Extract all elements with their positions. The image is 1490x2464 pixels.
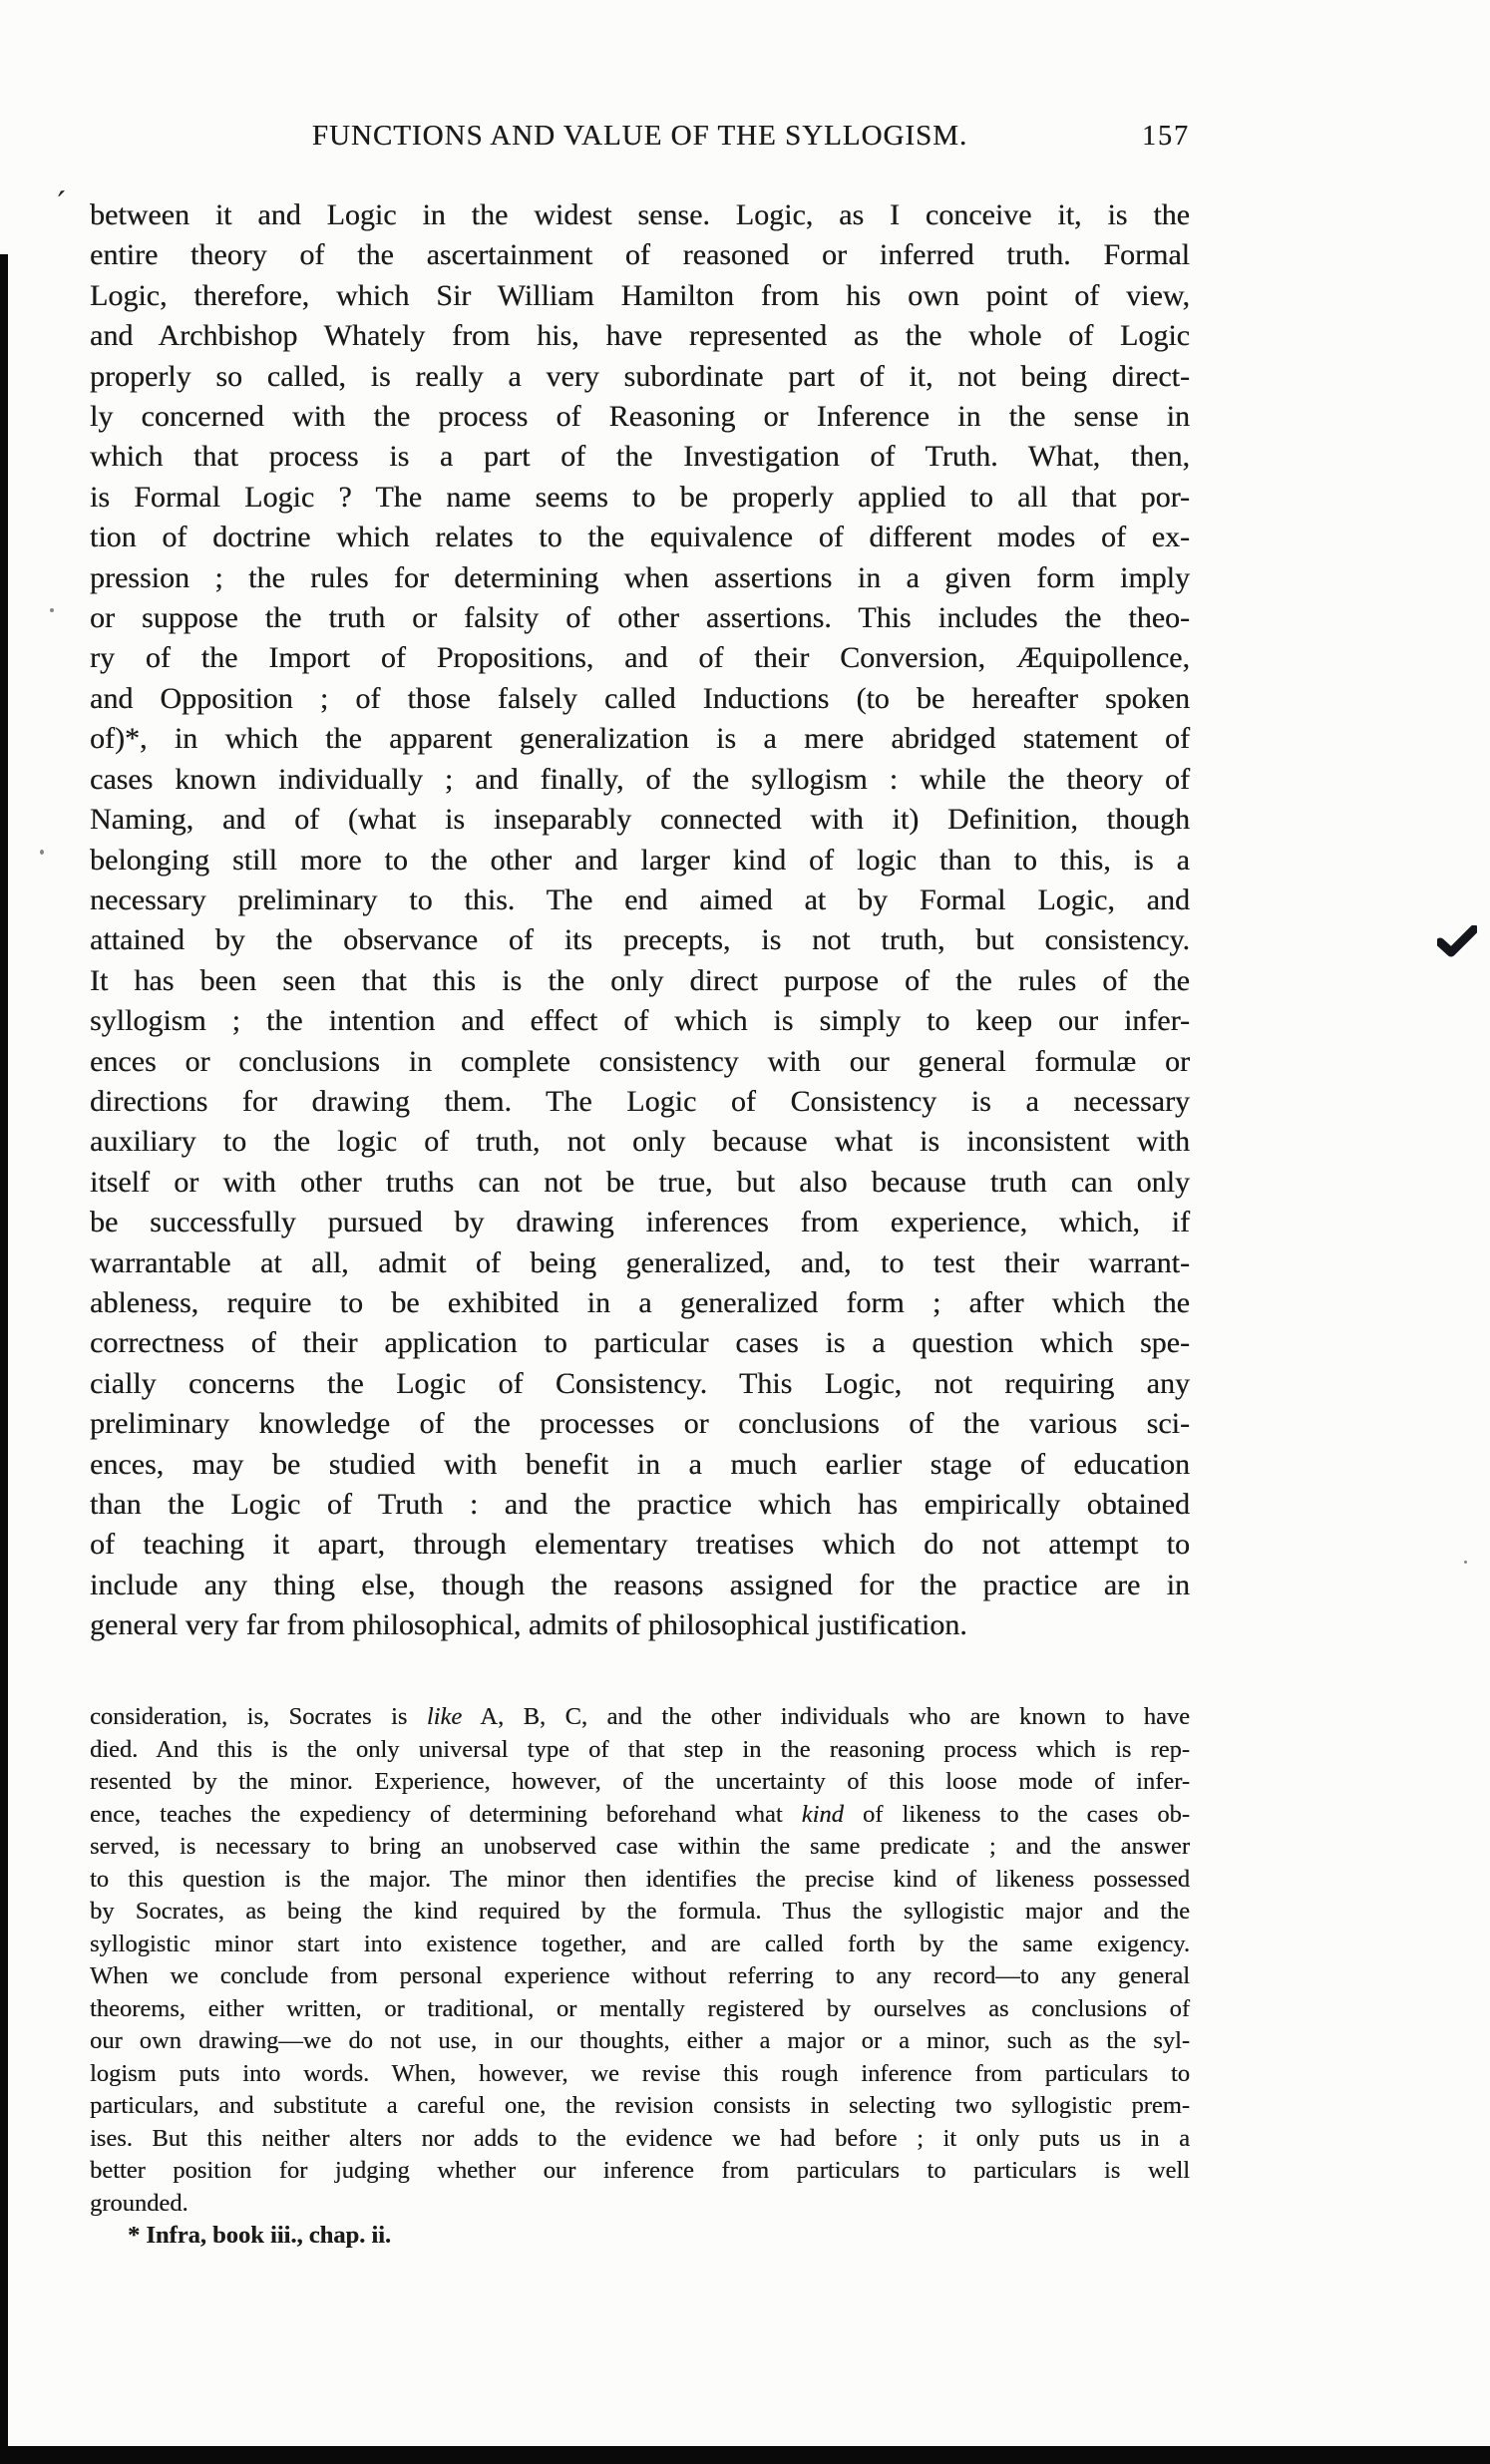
- text-line: warrantable at all, admit of being generalized, and, to test their warrant-: [90, 1245, 1190, 1279]
- text-line: and Archbishop Whately from his, have represented as the whole of Logic: [90, 319, 1190, 353]
- text-line: better position for judging whether our inference from particulars to particulars is well: [90, 2157, 1190, 2184]
- text-line: ences or conclusions in complete consistency with our general formulæ or: [90, 1044, 1190, 1078]
- text-line: syllogism ; the intention and effect of which is simply to keep our infer-: [90, 1004, 1190, 1038]
- text-line: ises. But this neither alters nor adds to the evidence we had before ; it only puts us in a: [90, 2124, 1190, 2152]
- text-line: ences, may be studied with benefit in a much earlier stage of education: [90, 1447, 1190, 1481]
- text-line: properly so called, is really a very subordinate part of it, not being direct-: [90, 359, 1190, 393]
- text-line: and Opposition ; of those falsely called Inductions (to be hereafter spoken: [90, 681, 1190, 715]
- text-line: syllogistic minor start into existence together, and are called forth by the same exigency.: [90, 1930, 1190, 1957]
- margin-checkmark-icon: [1437, 925, 1477, 957]
- pen-tick-mark: ´: [54, 184, 71, 223]
- text-line: by Socrates, as being the kind required by the formula. Thus the syllogistic major and the: [90, 1898, 1190, 1925]
- scan-speck: [40, 850, 44, 855]
- page-number: 157: [1142, 121, 1190, 152]
- text-line: include any thing else, though the reasons assigned for the practice are in: [90, 1568, 1190, 1601]
- footnote-block: [90, 1701, 1190, 2220]
- text-line: auxiliary to the logic of truth, not only because what is inconsistent with: [90, 1125, 1190, 1159]
- text-line: than the Logic of Truth : and the practice which has empirically obtained: [90, 1488, 1190, 1521]
- text-line: served, is necessary to bring an unobserved case within the same predicate ; and the answer: [90, 1833, 1190, 1860]
- text-line: ry of the Import of Propositions, and of their Conversion, Æquipollence,: [90, 641, 1190, 675]
- text-line: to this question is the major. The minor then identifies the precise kind of likeness possessed: [90, 1865, 1190, 1893]
- footnote-citation: * Infra, book iii., chap. ii.: [128, 2222, 392, 2249]
- text-line: ly concerned with the process of Reasoning or Inference in the sense in: [90, 400, 1190, 434]
- text-line: our own drawing—we do not use, in our thoughts, either a major or a minor, such as the syl-: [90, 2027, 1190, 2054]
- main-text-block: [90, 195, 1190, 1646]
- text-line: between it and Logic in the widest sense. Logic, as I conceive it, is the: [90, 198, 1190, 231]
- text-line: died. And this is the only universal type of that step in the reasoning process which is rep-: [90, 1735, 1190, 1763]
- page-header: [90, 120, 1190, 156]
- text-line: resented by the minor. Experience, however, of the uncertainty of this loose mode of infer-: [90, 1768, 1190, 1795]
- text-line: entire theory of the ascertainment of reasoned or inferred truth. Formal: [90, 238, 1190, 272]
- text-line: preliminary knowledge of the processes or conclusions of the various sci-: [90, 1407, 1190, 1441]
- text-line: theorems, either written, or traditional, or mentally registered by ourselves as conclusions of: [90, 1994, 1190, 2022]
- text-line: grounded.: [90, 2189, 188, 2217]
- text-line: Naming, and of (what is inseparably connected with it) Definition, though: [90, 803, 1190, 837]
- text-line: be successfully pursued by drawing inferences from experience, which, if: [90, 1206, 1190, 1239]
- text-line: or suppose the truth or falsity of other assertions. This includes the theo-: [90, 601, 1190, 635]
- text-line: directions for drawing them. The Logic of Consistency is a necessary: [90, 1084, 1190, 1118]
- text-line: tion of doctrine which relates to the equivalence of different modes of ex-: [90, 521, 1190, 554]
- text-line: ableness, require to be exhibited in a generalized form ; after which the: [90, 1285, 1190, 1319]
- text-line: of)*, in which the apparent generalization is a mere abridged statement of: [90, 722, 1190, 756]
- text-line: logism puts into words. When, however, we revise this rough inference from particulars to: [90, 2059, 1190, 2087]
- text-line: cially concerns the Logic of Consistency. This Logic, not requiring any: [90, 1366, 1190, 1400]
- text-line: ence, teaches the expediency of determining beforehand what kind of likeness to the cases ob-: [90, 1800, 1190, 1828]
- text-line: general very far from philosophical, admits of philosophical justification.: [90, 1608, 967, 1642]
- text-line: necessary preliminary to this. The end aimed at by Formal Logic, and: [90, 882, 1190, 916]
- text-line: Logic, therefore, which Sir William Hamilton from his own point of view,: [90, 278, 1190, 312]
- scan-speck: [50, 608, 54, 612]
- text-line: consideration, is, Socrates is like A, B, C, and the other individuals who are known to have: [90, 1703, 1191, 1730]
- text-line: which that process is a part of the Investigation of Truth. What, then,: [90, 440, 1190, 474]
- text-line: attained by the observance of its precepts, is not truth, but consistency.: [90, 923, 1190, 957]
- text-line: When we conclude from personal experience without referring to any record—to any general: [90, 1962, 1190, 1989]
- scan-speck: [1464, 1561, 1467, 1564]
- text-line: itself or with other truths can not be true, but also because truth can only: [90, 1165, 1190, 1199]
- running-title: FUNCTIONS AND VALUE OF THE SYLLOGISM.: [311, 120, 968, 152]
- text-line: of teaching it apart, through elementary treatises which do not attempt to: [90, 1528, 1190, 1562]
- text-line: belonging still more to the other and larger kind of logic than to this, is a: [90, 843, 1190, 877]
- text-line: particulars, and substitute a careful one, the revision consists in selecting two syllogistic prem-: [90, 2092, 1190, 2119]
- text-line: pression ; the rules for determining when assertions in a given form imply: [90, 560, 1190, 594]
- text-line: cases known individually ; and finally, of the syllogism : while the theory of: [90, 762, 1190, 796]
- scan-edge-left: [0, 254, 8, 2464]
- scan-edge-bottom: [0, 2446, 1490, 2464]
- text-line: correctness of their application to particular cases is a question which spe-: [90, 1326, 1190, 1360]
- text-line: It has been seen that this is the only direct purpose of the rules of the: [90, 963, 1190, 997]
- text-line: is Formal Logic ? The name seems to be properly applied to all that por-: [90, 480, 1190, 514]
